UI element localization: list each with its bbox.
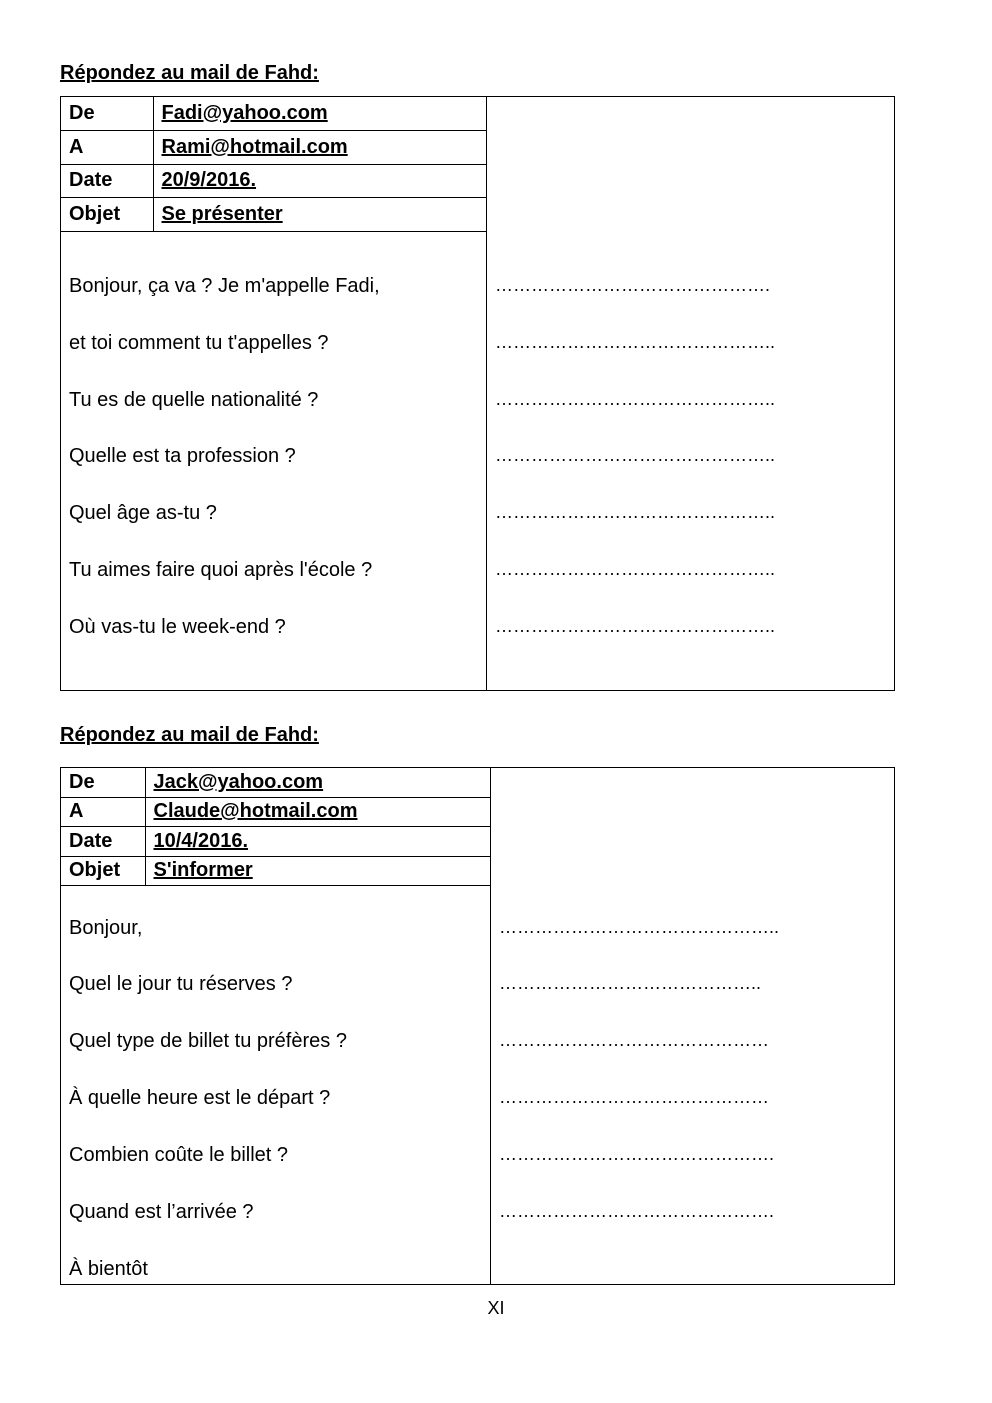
email-2-subject-value: S'informer xyxy=(145,856,490,885)
email-1-answer-blank[interactable]: ……………………………………….. xyxy=(495,502,776,522)
email-1-answer-blank[interactable]: ……………………………………….. xyxy=(495,616,776,636)
email-1-answer-blank[interactable]: ………………………………………. xyxy=(495,275,771,295)
email-1-from-key: De xyxy=(61,97,153,130)
email-2-from-key: De xyxy=(61,768,145,797)
email-2-row-date xyxy=(61,826,490,856)
email-1-date-key: Date xyxy=(61,164,153,197)
email-1-row-date xyxy=(61,164,486,197)
email-2-row-to xyxy=(61,797,490,826)
email-1-date-value: 20/9/2016. xyxy=(153,164,486,197)
email-1-line: Bonjour, ça va ? Je m'appelle Fadi, xyxy=(69,275,380,297)
email-2-answer-blank[interactable]: ……………………………………… xyxy=(499,1087,769,1107)
section-2-heading: Répondez au mail de Fahd: xyxy=(60,724,319,746)
email-1-line: Tu es de quelle nationalité ? xyxy=(69,389,319,411)
email-2-line: À bientôt xyxy=(69,1258,148,1280)
email-1-to-value: Rami@hotmail.com xyxy=(153,130,486,164)
email-2-answer-blank[interactable]: ……………………………………….. xyxy=(499,917,780,937)
email-2-to-value: Claude@hotmail.com xyxy=(145,797,490,826)
email-2-line: Quel le jour tu réserves ? xyxy=(69,973,293,995)
email-2-line: À quelle heure est le départ ? xyxy=(69,1087,331,1109)
email-2-row-from xyxy=(61,768,490,797)
email-2-answer-blank[interactable]: ………………………………………. xyxy=(499,1201,775,1221)
email-box-1 xyxy=(60,96,895,691)
email-2-line: Bonjour, xyxy=(69,917,143,939)
email-2-answer-blank[interactable]: ………………………………………. xyxy=(499,1144,775,1164)
email-1-subject-value: Se présenter xyxy=(153,197,486,231)
email-2-date-key: Date xyxy=(61,826,145,856)
email-1-line: Où vas-tu le week-end ? xyxy=(69,616,286,638)
email-2-line: Combien coûte le billet ? xyxy=(69,1144,289,1166)
email-2-line: Quel type de billet tu préfères ? xyxy=(69,1030,347,1052)
email-1-answer-blank[interactable]: ……………………………………….. xyxy=(495,332,776,352)
email-2-row-subject xyxy=(61,856,490,885)
email-1-line: Quel âge as-tu ? xyxy=(69,502,217,524)
email-2-date-value: 10/4/2016. xyxy=(145,826,490,856)
email-1-answer-blank[interactable]: ……………………………………….. xyxy=(495,445,776,465)
email-2-answer-blank[interactable]: ……………………………………… xyxy=(499,1030,769,1050)
email-1-line: et toi comment tu t'appelles ? xyxy=(69,332,329,354)
email-1-from-value: Fadi@yahoo.com xyxy=(153,97,486,130)
email-2-left-column xyxy=(61,768,491,1284)
email-1-line: Quelle est ta profession ? xyxy=(69,445,296,467)
email-1-answer-blank[interactable]: ……………………………………….. xyxy=(495,559,776,579)
email-1-line: Tu aimes faire quoi après l'école ? xyxy=(69,559,373,581)
email-1-row-from xyxy=(61,97,486,130)
section-1-heading: Répondez au mail de Fahd: xyxy=(60,62,319,84)
email-2-to-key: A xyxy=(61,797,145,826)
page-number: XI xyxy=(487,1298,505,1318)
email-2-header-table xyxy=(61,768,490,886)
email-1-answer-blank[interactable]: ……………………………………….. xyxy=(495,389,776,409)
email-box-2 xyxy=(60,767,895,1285)
email-2-from-value: Jack@yahoo.com xyxy=(145,768,490,797)
email-2-answer-blank[interactable]: …………………………………….. xyxy=(499,973,762,993)
email-1-row-subject xyxy=(61,197,486,231)
email-1-row-to xyxy=(61,130,486,164)
email-1-left-column xyxy=(61,97,487,690)
email-2-subject-key: Objet xyxy=(61,856,145,885)
email-1-header-table xyxy=(61,97,486,232)
email-2-line: Quand est l’arrivée ? xyxy=(69,1201,254,1223)
email-1-to-key: A xyxy=(61,130,153,164)
email-1-subject-key: Objet xyxy=(61,197,153,231)
